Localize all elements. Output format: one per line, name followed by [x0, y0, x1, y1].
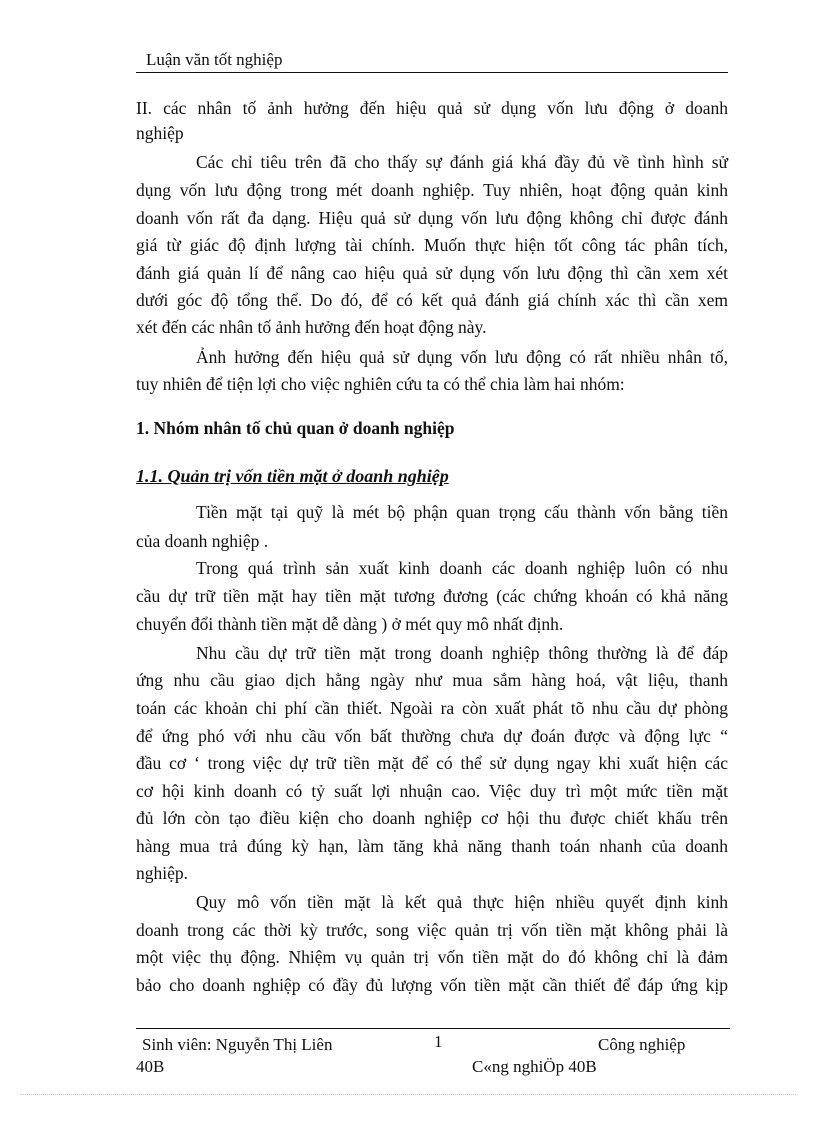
section-heading-line-1: II. các nhân tố ảnh hưởng đến hiệu quả sử dụng vốn lưu động ở doanh — [136, 98, 728, 118]
paragraph-line: đánh giá quản lí để nâng cao hiệu quả sử dụng vốn lưu động thì cần xem xét — [136, 263, 728, 283]
paragraph-line: dụng vốn lưu động trong mét doanh nghiệp. Tuy nhiên, hoạt động quản kinh — [136, 180, 728, 200]
paragraph-line: Quy mô vốn tiền mặt là kết quả thực hiện nhiều quyết định kinh — [196, 892, 728, 912]
paragraph-line: bảo cho doanh nghiệp có đầy đủ lượng vốn tiền mặt cần thiết để đáp ứng kịp — [136, 975, 728, 995]
footer-department: Công nghiệp — [598, 1035, 686, 1054]
footer-page-number: 1 — [434, 1032, 443, 1051]
paragraph-line: Trong quá trình sản xuất kinh doanh các doanh nghiệp luôn có nhu — [196, 558, 728, 578]
header-rule — [136, 72, 728, 73]
paragraph-line: hàng mua trả đúng kỳ hạn, làm tăng khả năng thanh toán nhanh của doanh — [136, 836, 728, 856]
paragraph-line: dưới góc độ tổng thể. Do đó, để có kết quả đánh giá chính xác thì cần xem — [136, 290, 728, 310]
paragraph-line: Nhu cầu dự trữ tiền mặt trong doanh nghiệp thông thường là để đáp — [196, 643, 728, 663]
paragraph-line: tuy nhiên để tiện lợi cho việc nghiên cứu ta có thể chia làm hai nhóm: — [136, 374, 625, 394]
paragraph-line: cầu dự trữ tiền mặt hay tiền mặt tương đương (các chứng khoán có khả năng — [136, 586, 728, 606]
paragraph-line: nghiệp. — [136, 863, 189, 883]
paragraph-line: ứng nhu cầu giao dịch hằng ngày như mua sắm hàng hoá, vật liệu, thanh — [136, 670, 728, 690]
heading-1: 1. Nhóm nhân tố chủ quan ở doanh nghiệp — [136, 418, 455, 438]
paragraph-line: xét đến các nhân tố ảnh hưởng đến hoạt động này. — [136, 317, 487, 337]
paragraph-line: doanh vốn rất đa dạng. Hiệu quả sử dụng vốn lưu động không chỉ được đánh — [136, 208, 728, 228]
paragraph-line: doanh trong các thời kỳ trước, song việc quản trị vốn tiền mặt không phải là — [136, 920, 728, 940]
paragraph-line: toán các khoản chi phí cần thiết. Ngoài ra còn xuất phát tõ nhu cầu dự phòng — [136, 698, 728, 718]
paragraph-line: một việc thụ động. Nhiệm vụ quản trị vốn tiền mặt do đó không chỉ là đảm — [136, 947, 728, 967]
page-bottom-separator — [20, 1094, 796, 1095]
footer-student-name: Sinh viên: Nguyễn Thị Liên — [142, 1035, 333, 1054]
paragraph-line: đầu cơ ‘ trong việc dự trữ tiền mặt để có thể sử dụng ngay khi xuất hiện các — [136, 753, 728, 773]
footer-rule — [136, 1028, 730, 1029]
header-title: Luận văn tốt nghiệp — [146, 50, 283, 69]
paragraph-line: đủ lớn còn tạo điều kiện cho doanh nghiệp cơ hội thu được chiết khấu trên — [136, 808, 728, 828]
paragraph-line: giá từ giác độ định lượng tài chính. Muốn thực hiện tốt công tác phân tích, — [136, 235, 728, 255]
paragraph-line: Tiền mặt tại quỹ là mét bộ phận quan trọng cấu thành vốn bằng tiền — [196, 502, 728, 522]
paragraph-line: cơ hội kinh doanh có tỷ suất lợi nhuận cao. Việc duy trì một mức tiền mặt — [136, 781, 728, 801]
paragraph-line: của doanh nghiệp . — [136, 531, 269, 551]
footer-student-class: 40B — [136, 1057, 165, 1076]
paragraph-line: chuyển đổi thành tiền mặt dễ dàng ) ở mét quy mô nhất định. — [136, 614, 564, 634]
heading-1-1: 1.1. Quản trị vốn tiền mặt ở doanh nghiệp — [136, 466, 449, 486]
footer-department-code: C«ng nghiÖp 40B — [472, 1057, 597, 1076]
paragraph-line: để ứng phó với nhu cầu vốn bất thường chưa dự đoán được và động lực “ — [136, 726, 728, 746]
paragraph-line: Các chỉ tiêu trên đã cho thấy sự đánh giá khá đầy đủ về tình hình sử — [196, 152, 728, 172]
paragraph-line: Ảnh hưởng đến hiệu quả sử dụng vốn lưu động có rất nhiều nhân tố, — [196, 347, 728, 367]
section-heading-line-2: nghiệp — [136, 123, 184, 143]
